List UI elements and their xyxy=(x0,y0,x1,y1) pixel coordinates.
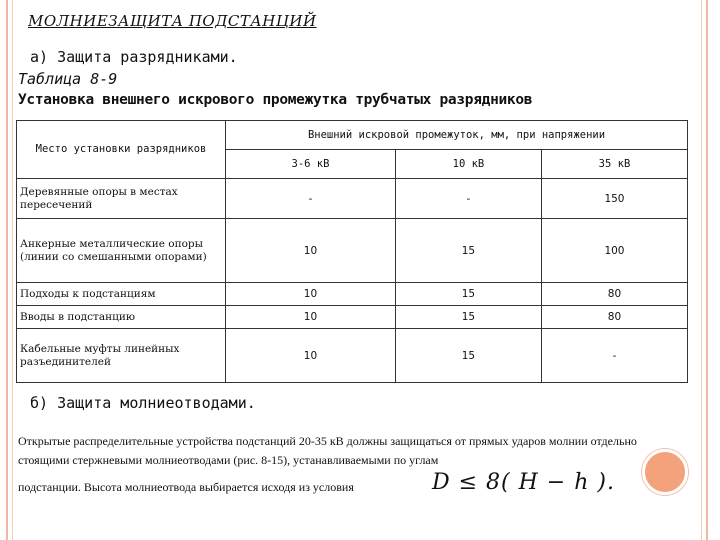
row-value: - xyxy=(226,179,396,219)
header-place: Место установки разрядников xyxy=(17,121,226,179)
row-value: 10 xyxy=(226,306,396,329)
header-voltage-10: 10 кВ xyxy=(395,150,541,179)
row-value: 10 xyxy=(226,283,396,306)
table-row xyxy=(17,306,688,329)
row-value: 80 xyxy=(541,306,687,329)
row-place: Вводы в подстанцию xyxy=(17,306,226,329)
row-value: 10 xyxy=(226,329,396,383)
row-place: Кабельные муфты линейных разъединителей xyxy=(17,329,226,383)
row-value: 100 xyxy=(541,219,687,283)
table-header-row xyxy=(17,121,688,150)
row-value: - xyxy=(541,329,687,383)
decorative-circle xyxy=(642,449,688,495)
table-title: Установка внешнего искрового промежутка трубчатых разрядников xyxy=(18,92,533,108)
row-value: - xyxy=(395,179,541,219)
row-value: 10 xyxy=(226,219,396,283)
section-a-heading: а) Защита разрядниками. xyxy=(30,48,238,66)
body-paragraph-continued: подстанции. Высота молниеотвода выбирается исходя из условия xyxy=(18,480,354,494)
page-title: МОЛНИЕЗАЩИТА ПОДСТАНЦИЙ xyxy=(28,12,317,30)
table-row xyxy=(17,219,688,283)
section-b-heading: б) Защита молниеотводами. xyxy=(30,394,256,412)
height-formula: D ≤ 8( H − h ). xyxy=(432,470,615,495)
table-number: Таблица 8-9 xyxy=(18,70,118,88)
table-row xyxy=(17,329,688,383)
header-gap: Внешний искровой промежуток, мм, при напряжении xyxy=(226,121,688,150)
row-place: Деревянные опоры в местах пересечений xyxy=(17,179,226,219)
row-value: 15 xyxy=(395,283,541,306)
row-value: 150 xyxy=(541,179,687,219)
row-place: Подходы к подстанциям xyxy=(17,283,226,306)
body-paragraph: Открытые распределительные устройства подстанций 20-35 кВ должны защищаться от прямых ударов молнии отдельно стоящими стержневыми молниеотводами (рис. 8-15), устанавливаемыми по углам xyxy=(18,434,637,467)
table-row xyxy=(17,283,688,306)
row-value: 15 xyxy=(395,219,541,283)
row-place: Анкерные металлические опоры (линии со смешанными опорами) xyxy=(17,219,226,283)
arrester-gap-table xyxy=(16,120,688,383)
table-row xyxy=(17,179,688,219)
row-value: 80 xyxy=(541,283,687,306)
row-value: 15 xyxy=(395,306,541,329)
header-voltage-3-6: 3-6 кВ xyxy=(226,150,396,179)
row-value: 15 xyxy=(395,329,541,383)
header-voltage-35: 35 кВ xyxy=(541,150,687,179)
